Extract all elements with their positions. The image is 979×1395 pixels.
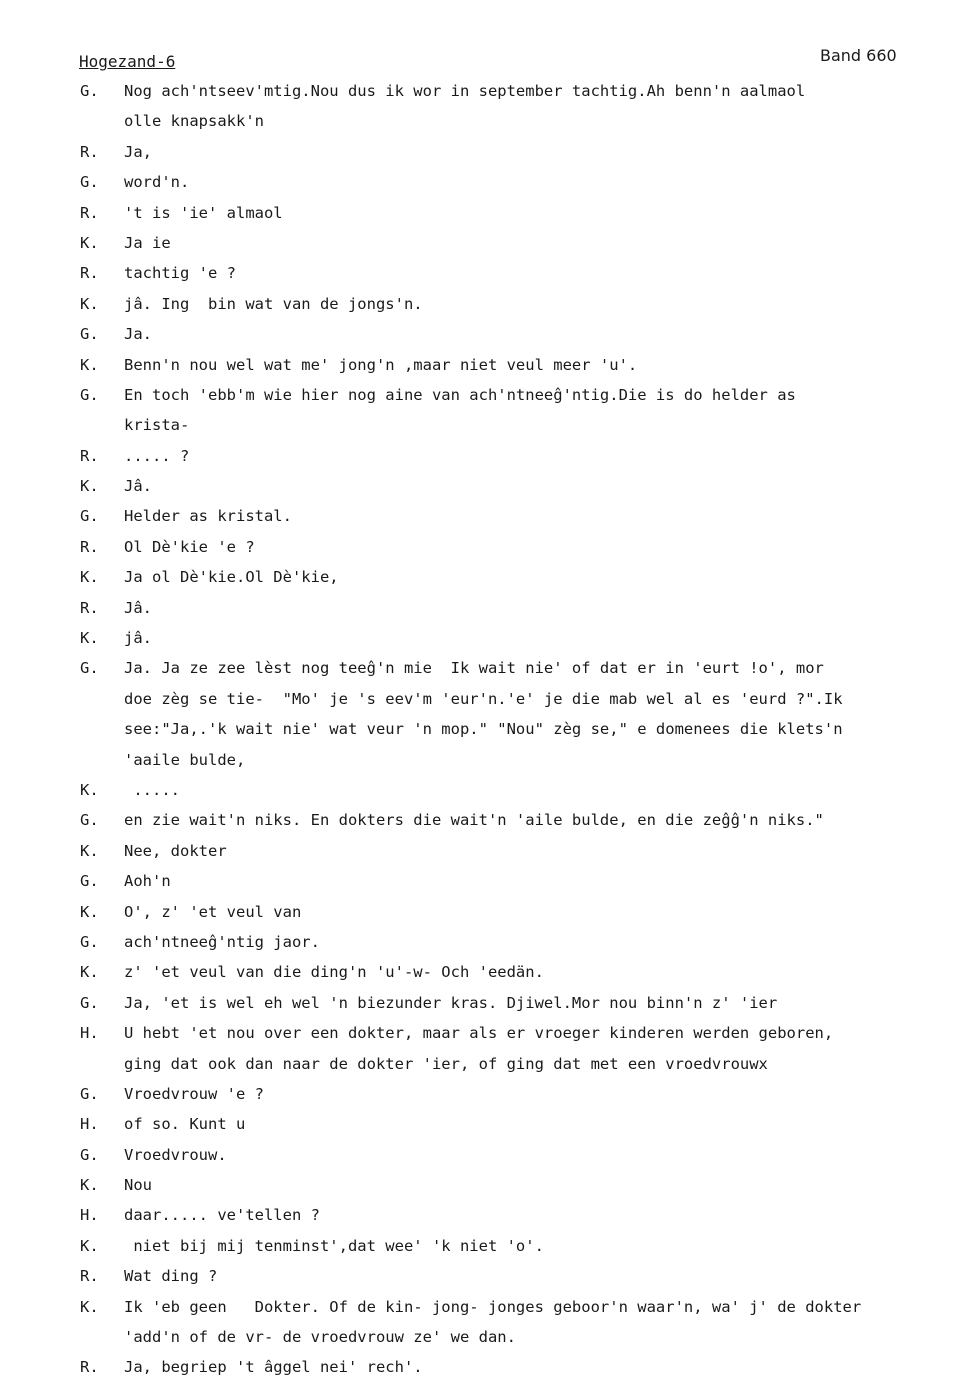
utterance-text: ..... — [124, 780, 180, 799]
speaker-label: R. — [80, 446, 99, 465]
utterance-text: ging dat ook dan naar de dokter 'ier, of ging dat met een vroedvrouwx — [124, 1054, 768, 1073]
speaker-label: G. — [80, 872, 99, 891]
speaker-label: K. — [80, 629, 99, 648]
speaker-label: R. — [80, 264, 99, 283]
transcript-line — [80, 198, 975, 228]
utterance-text: En toch 'ebb'm wie hier nog aine van ach'ntneeĝ'ntig.Die is do helder as — [124, 385, 796, 404]
transcript-line — [80, 532, 975, 562]
utterance-text: Helder as kristal. — [124, 507, 292, 526]
speaker-label: H. — [80, 1115, 99, 1134]
speaker-label: G. — [80, 82, 99, 100]
transcript-line — [80, 1049, 975, 1079]
speaker-label: K. — [80, 1176, 99, 1195]
utterance-text: Jâ. — [124, 477, 152, 496]
utterance-text: jâ. Ing bin wat van de jongs'n. — [124, 294, 423, 313]
utterance-text: see:"Ja,.'k wait nie' wat veur 'n mop." "Nou" zèg se," e domenees die klets'n — [124, 720, 843, 739]
utterance-text: Nee, dokter — [124, 841, 227, 860]
transcript-line — [80, 410, 975, 440]
transcript-line — [80, 866, 975, 896]
transcript-line — [80, 1140, 975, 1170]
speaker-label: G. — [80, 811, 99, 830]
utterance-text: Nog ach'ntseev'mtig.Nou dus ik wor in september tachtig.Ah benn'n aalmaol — [124, 82, 806, 100]
transcript-line — [80, 927, 975, 957]
utterance-text: ..... ? — [124, 446, 190, 465]
transcript-line — [80, 350, 975, 380]
speaker-label — [80, 1322, 124, 1352]
utterance-text: krista- — [124, 416, 190, 435]
transcript-line — [80, 1231, 975, 1261]
transcript-line — [80, 1261, 975, 1291]
transcript-line — [80, 1292, 975, 1322]
transcript-line — [80, 1109, 975, 1139]
transcript-line — [80, 501, 975, 531]
utterance-text: of so. Kunt u — [124, 1115, 246, 1134]
utterance-text: word'n. — [124, 173, 190, 192]
speaker-label: H. — [80, 1206, 99, 1225]
transcript-line — [80, 653, 975, 683]
band-label: Band 660 — [820, 46, 897, 65]
speaker-label: G. — [80, 932, 99, 951]
utterance-text: z' 'et veul van die ding'n 'u'-w- Och 'eedän. — [124, 963, 544, 982]
document-title: Hogezand-6 — [79, 52, 176, 71]
utterance-text: olle knapsakk'n — [124, 112, 264, 131]
utterance-text: Jâ. — [124, 598, 152, 617]
transcript-line — [80, 1322, 975, 1352]
utterance-text: Ja. — [124, 325, 152, 344]
speaker-label: R. — [80, 1358, 99, 1377]
speaker-label: K. — [80, 1236, 99, 1255]
speaker-label: K. — [80, 355, 99, 374]
utterance-text: niet bij mij tenminst',dat wee' 'k niet 'o'. — [124, 1236, 544, 1255]
speaker-label: K. — [80, 841, 99, 860]
utterance-text: U hebt 'et nou over een dokter, maar als er vroeger kinderen werden geboren, — [124, 1024, 834, 1043]
speaker-label: K. — [80, 1297, 99, 1316]
utterance-text: Ol Dè'kie 'e ? — [124, 537, 255, 556]
transcript-line — [80, 714, 975, 744]
speaker-label: K. — [80, 963, 99, 982]
transcript-line — [80, 623, 975, 653]
utterance-text: 'aaile bulde, — [124, 750, 246, 769]
transcript — [80, 76, 975, 1383]
transcript-line — [80, 441, 975, 471]
utterance-text: O', z' 'et veul van — [124, 902, 302, 921]
transcript-line — [80, 106, 975, 136]
speaker-label: G. — [80, 385, 99, 404]
speaker-label: K. — [80, 780, 99, 799]
transcript-line — [80, 1018, 975, 1048]
speaker-label: K. — [80, 902, 99, 921]
speaker-label: K. — [80, 233, 99, 252]
speaker-label: K. — [80, 568, 99, 587]
transcript-line — [80, 988, 975, 1018]
speaker-label — [80, 714, 124, 744]
transcript-line — [80, 775, 975, 805]
speaker-label: R. — [80, 142, 99, 161]
transcript-line — [80, 836, 975, 866]
utterance-text: Ja. Ja ze zee lèst nog teeĝ'n mie Ik wait nie' of dat er in 'eurt !o', mor — [124, 659, 824, 678]
transcript-line — [80, 258, 975, 288]
utterance-text: Ja, — [124, 142, 152, 161]
transcript-line — [80, 745, 975, 775]
utterance-text: Ja, begriep 't âggel nei' rech'. — [124, 1358, 423, 1377]
speaker-label: R. — [80, 537, 99, 556]
utterance-text: 'add'n of de vr- de vroedvrouw ze' we dan. — [124, 1328, 516, 1347]
utterance-text: en zie wait'n niks. En dokters die wait'n 'aile bulde, en die zeĝĝ'n niks." — [124, 811, 824, 830]
speaker-label: G. — [80, 173, 99, 192]
transcript-line — [80, 1079, 975, 1109]
speaker-label — [80, 106, 124, 136]
transcript-line — [80, 319, 975, 349]
utterance-text: Ik 'eb geen Dokter. Of de kin- jong- jonges geboor'n waar'n, wa' j' de dokter — [124, 1297, 862, 1316]
utterance-text: jâ. — [124, 629, 152, 648]
utterance-text: 't is 'ie' almaol — [124, 203, 283, 222]
speaker-label: G. — [80, 507, 99, 526]
utterance-text: Nou — [124, 1176, 152, 1195]
speaker-label: K. — [80, 294, 99, 313]
utterance-text: Ja ol Dè'kie.Ol Dè'kie, — [124, 568, 339, 587]
speaker-label — [80, 745, 124, 775]
utterance-text: ach'ntneeĝ'ntig jaor. — [124, 932, 320, 951]
transcript-line — [80, 897, 975, 927]
utterance-text: Vroedvrouw. — [124, 1145, 227, 1164]
transcript-line — [80, 593, 975, 623]
transcript-line — [80, 684, 975, 714]
transcript-line — [80, 1170, 975, 1200]
transcript-line — [80, 471, 975, 501]
speaker-label: R. — [80, 203, 99, 222]
transcript-line — [80, 228, 975, 258]
transcript-line — [80, 1352, 975, 1382]
utterance-text: tachtig 'e ? — [124, 264, 236, 283]
transcript-line — [80, 76, 975, 106]
speaker-label — [80, 410, 124, 440]
speaker-label: H. — [80, 1024, 99, 1043]
transcript-line — [80, 137, 975, 167]
speaker-label: G. — [80, 659, 99, 678]
utterance-text: Wat ding ? — [124, 1267, 218, 1286]
transcript-line — [80, 289, 975, 319]
utterance-text: Ja, 'et is wel eh wel 'n biezunder kras. Djiwel.Mor nou binn'n z' 'ier — [124, 993, 778, 1012]
speaker-label: K. — [80, 477, 99, 496]
transcript-line — [80, 380, 975, 410]
transcript-line — [80, 167, 975, 197]
utterance-text: Ja ie — [124, 233, 171, 252]
speaker-label: G. — [80, 1145, 99, 1164]
speaker-label — [80, 684, 124, 714]
utterance-text: Vroedvrouw 'e ? — [124, 1084, 264, 1103]
utterance-text: doe zèg se tie- "Mo' je 's eev'm 'eur'n.'e' je die mab wel al es 'eurd ?".Ik — [124, 689, 843, 708]
speaker-label — [80, 1049, 124, 1079]
speaker-label: G. — [80, 993, 99, 1012]
transcript-line — [80, 957, 975, 987]
speaker-label: R. — [80, 1267, 99, 1286]
speaker-label: R. — [80, 598, 99, 617]
transcript-line — [80, 1200, 975, 1230]
transcript-line — [80, 562, 975, 592]
utterance-text: Aoh'n — [124, 872, 171, 891]
utterance-text: Benn'n nou wel wat me' jong'n ,maar niet veul meer 'u'. — [124, 355, 638, 374]
speaker-label: G. — [80, 1084, 99, 1103]
speaker-label: G. — [80, 325, 99, 344]
utterance-text: daar..... ve'tellen ? — [124, 1206, 320, 1225]
transcript-line — [80, 805, 975, 835]
